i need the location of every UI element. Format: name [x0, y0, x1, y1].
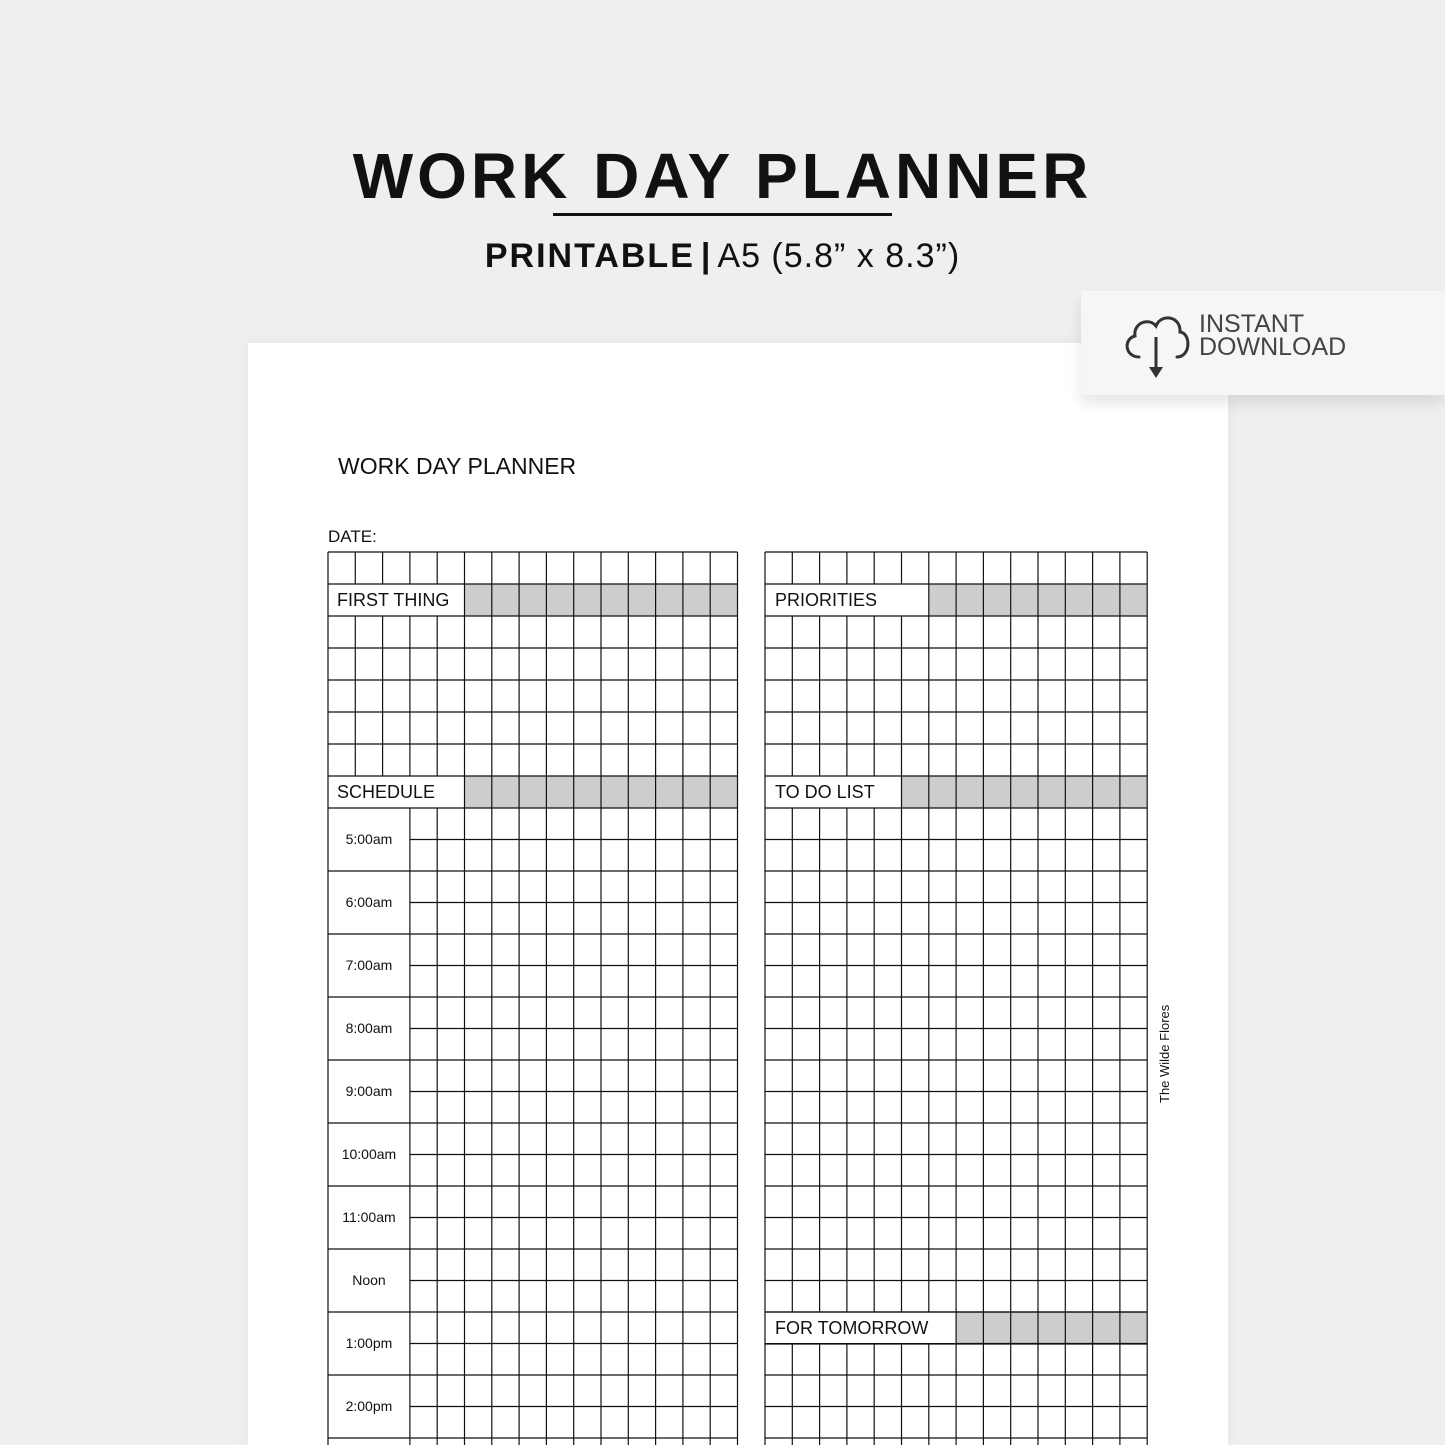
- schedule-time-label: 5:00am: [345, 830, 393, 847]
- instant-download-badge: [1081, 291, 1445, 395]
- schedule-time-label: 10:00am: [341, 1145, 397, 1162]
- hero-subtitle: [0, 232, 1445, 280]
- maker-credit-text: The Wilde Flores: [1157, 1004, 1172, 1103]
- schedule-time-label: 8:00am: [345, 1019, 393, 1036]
- subtitle-printable: PRINTABLE: [484, 237, 695, 275]
- cloud-download-icon: [1119, 307, 1193, 381]
- schedule-time-label: 7:00am: [345, 956, 393, 973]
- badge-line-1: INSTANT: [1199, 310, 1305, 338]
- schedule-time-label: Noon: [352, 1271, 386, 1288]
- schedule-time-label: 2:00pm: [345, 1397, 393, 1414]
- priorities-label: PRIORITIES: [775, 590, 878, 610]
- hero-title: WORK DAY PLANNER: [352, 140, 1093, 212]
- schedule-label: SCHEDULE: [337, 782, 436, 802]
- to-do-header-fill: [902, 776, 1148, 808]
- for-tomorrow-header-fill: [956, 1312, 1147, 1344]
- subtitle-size: A5 (5.8” x 8.3”): [717, 237, 961, 275]
- for-tomorrow-label: FOR TOMORROW: [775, 1318, 929, 1338]
- planner-sheet: [248, 343, 1228, 1445]
- schedule-time-label: 11:00am: [342, 1208, 396, 1225]
- badge-text: [1199, 310, 1347, 361]
- date-label: DATE:: [328, 527, 377, 546]
- sheet-title: WORK DAY PLANNER: [338, 453, 577, 479]
- maker-credit: [1157, 1004, 1172, 1104]
- to-do-list-label: TO DO LIST: [775, 782, 875, 802]
- title-underline: [553, 213, 892, 216]
- schedule-time-label: 1:00pm: [345, 1334, 393, 1351]
- schedule-time-label: 9:00am: [345, 1082, 393, 1099]
- schedule-time-label: 6:00am: [345, 893, 393, 910]
- subtitle-separator: |: [700, 237, 712, 275]
- badge-line-2: DOWNLOAD: [1199, 333, 1347, 361]
- first-thing-label: FIRST THING: [337, 590, 450, 610]
